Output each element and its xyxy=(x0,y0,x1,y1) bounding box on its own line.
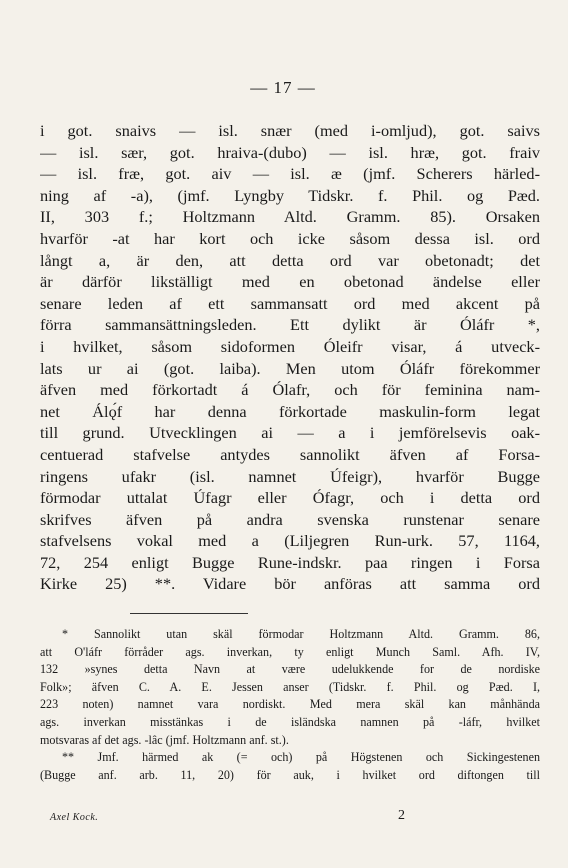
body-line: förmodar uttalat Úfagr eller Ófagr, och i detta ord xyxy=(40,488,540,508)
body-line: ringens ufakr (isl. namnet Úfeigr), hvarför Bugge xyxy=(40,466,540,486)
body-line: — isl. fræ, got. aiv — isl. æ (jmf. Scherers härled- xyxy=(40,164,540,184)
body-line: lats ur ai (got. laiba). Men utom Óláfr förekommer xyxy=(40,358,540,378)
page-number: — 17 — xyxy=(250,78,316,97)
body-line: Kirke 25) **. Vidare bör anföras att samma ord xyxy=(40,574,540,594)
body-line: i hvilket, såsom sidoformen Óleifr visar, á utveck- xyxy=(40,336,540,356)
body-line: förra sammansättningsleden. Ett dylikt är Óláfr *, xyxy=(40,315,540,335)
footnote-divider xyxy=(130,613,248,614)
footnote-line: att O'láfr förråder ags. inverkan, ty enligt Munch Saml. Afh. IV, xyxy=(40,644,540,659)
body-line: äfven med förkortadt á Ólafr, och för feminina nam- xyxy=(40,380,540,400)
body-line: net Álǫ́f har denna förkortade maskulin-form legat xyxy=(40,401,540,421)
body-line: senare leden af ett sammansatt ord med akcent på xyxy=(40,293,540,313)
sheet-mark: 2 xyxy=(398,808,405,823)
footnote-line: 132 »synes detta Navn at være udelukkende for de nordiske xyxy=(40,662,540,677)
body-text xyxy=(40,120,540,595)
body-line: centuerad stafvelse antydes sannolikt äfven af Forsa- xyxy=(40,444,540,464)
body-line: i got. snaivs — isl. snær (med i-omljud), got. saivs xyxy=(40,121,540,140)
body-line: 72, 254 enligt Bugge Rune-indskr. paa ringen i Forsa xyxy=(40,552,540,572)
body-line: II, 303 f.; Holtzmann Altd. Gramm. 85). Orsaken xyxy=(40,207,540,227)
page-content xyxy=(40,78,540,784)
body-line: långt a, är den, att detta ord var obetonadt; det xyxy=(40,250,540,270)
body-line: till grund. Utvecklingen ai — a i jemförelsevis oak- xyxy=(40,423,540,443)
footnote-line: (Bugge anf. arb. 11, 20) för auk, i hvilket ord diftongen till xyxy=(40,767,540,782)
body-line: hvarför -at har kort och icke såsom dessa isl. ord xyxy=(40,228,540,248)
footnote-line: motsvaras af det ags. -lâc (jmf. Holtzmann anf. st.). xyxy=(40,732,289,747)
body-line: stafvelsens vokal med a (Liljegren Run-urk. 57, 1164, xyxy=(40,531,540,551)
footnote-line: ags. inverkan misstänkas i de isländska namnen på -láfr, hvilket xyxy=(40,715,540,730)
body-line: ning af -a), (jmf. Lyngby Tidskr. f. Phil. og Pæd. xyxy=(40,185,540,205)
body-line: är därför likställigt med en obetonad ändelse eller xyxy=(40,272,540,292)
body-line: — isl. sær, got. hraiva-(dubo) — isl. hræ, got. fraiv xyxy=(40,142,540,162)
printer-signature: Axel Kock. xyxy=(50,812,99,823)
footnote-line: * Sannolikt utan skäl förmodar Holtzmann Altd. Gramm. 86, xyxy=(62,627,540,642)
body-line: skrifves äfven på andra svenska runstenar senare xyxy=(40,509,540,529)
footnotes xyxy=(40,626,540,784)
footnote-line: 223 noten) namnet vara nordiskt. Med mera skäl kan månhända xyxy=(40,697,540,712)
footnote-line: ** Jmf. härmed ak (= och) på Högstenen och Sickingestenen xyxy=(62,750,540,765)
footnote-line: Folk»; äfven C. A. E. Jessen anser (Tidskr. f. Phil. og Pæd. I, xyxy=(40,679,540,694)
